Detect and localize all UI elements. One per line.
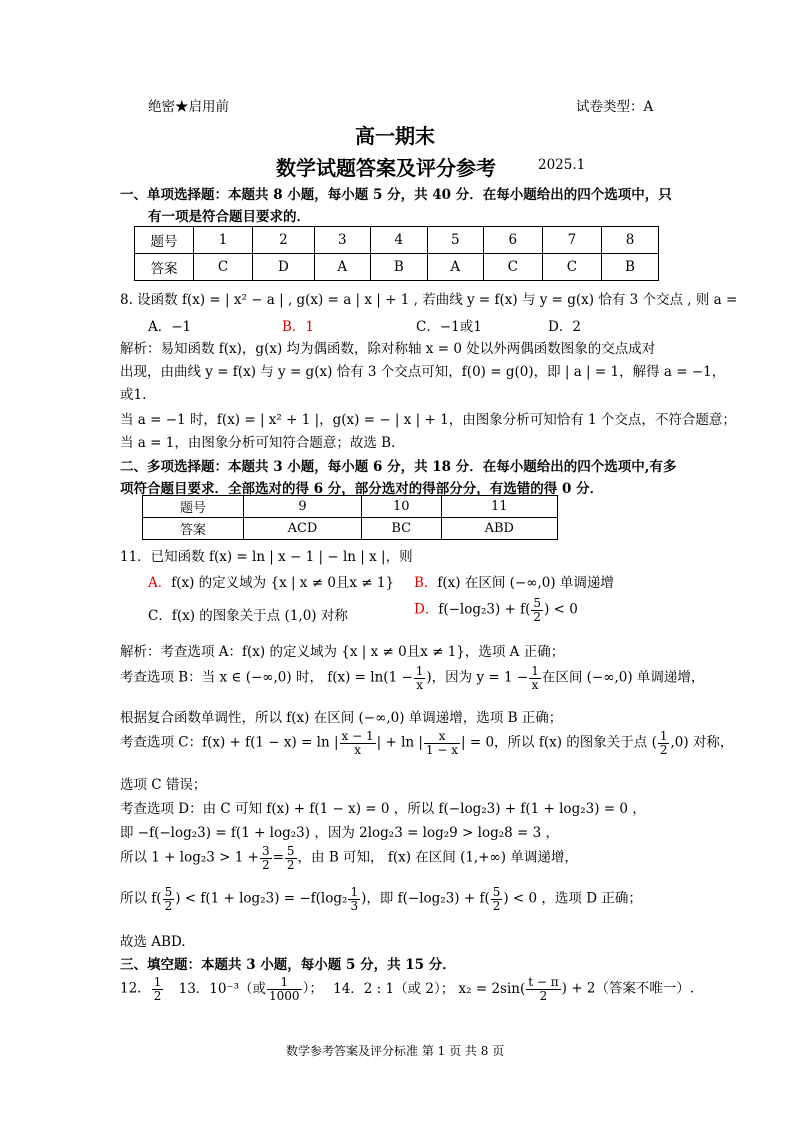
page-title: 高一期末	[355, 124, 435, 148]
table-cell: ABD	[441, 518, 557, 540]
q11-solution-b-line2: 根据复合函数单调性，所以 f(x) 在区间 (−∞,0) 单调递增，选项 B 正确；	[120, 710, 563, 726]
table-cell: 7	[542, 227, 601, 254]
table-cell: B	[370, 254, 427, 281]
table-cell: 10	[361, 496, 441, 518]
table-cell: 题号	[143, 496, 244, 518]
table-cell: C	[194, 254, 253, 281]
q11-option-c: C．f(x) 的图象关于点 (1,0) 对称	[148, 608, 348, 624]
paper-type-label: 试卷类型：A	[576, 99, 654, 115]
q8-option-a: A．−1	[148, 319, 192, 335]
q11-option-d	[414, 597, 578, 623]
fill-in-answers: 12． $\frac{1}{2}$ 13．10⁻³（或 $\frac{1}{1000}$ ）； 14．2 : 1（或 2）； x₂ = 2sin( $\frac{t - \pi}{2}$ ) + 2（答案不唯一）.	[120, 975, 695, 1003]
q8-solution-line1: 解析：易知函数 f(x)，g(x) 均为偶函数，除对称轴 x = 0 处以外两偶函数图象的交点成对	[120, 341, 656, 357]
fraction: $\frac{1}{2}$	[659, 729, 668, 757]
table-cell: 9	[244, 496, 362, 518]
exam-date: 2025.1	[538, 157, 586, 173]
table-cell: C	[542, 254, 601, 281]
q11-stem: 11．已知函数 f(x) = ln | x − 1 | − ln | x |，则	[120, 549, 413, 565]
table-cell: 答案	[143, 518, 244, 540]
q8-stem: 8. 设函数 f(x) = | x² − a | , g(x) = a | x | + 1 , 若曲线 y = f(x) 与 y = g(x) 恰有 3 个交点 , 则 a =	[120, 292, 738, 308]
table-row	[135, 227, 659, 254]
table-cell: B	[602, 254, 659, 281]
q11-option-b	[414, 571, 614, 591]
section1-heading-line1: 一、单项选择题：本题共 8 小题，每小题 5 分，共 40 分．在每小题给出的四个选项中，只	[120, 187, 672, 203]
fraction: $\frac{5}{2}$	[492, 885, 501, 913]
section1-heading-line2: 有一项是符合题目要求的．	[148, 209, 310, 225]
fraction: $\frac{x}{1 - x}$	[425, 729, 459, 757]
table-cell: 1	[194, 227, 253, 254]
section3-heading: 三、填空题：本题共 3 小题，每小题 5 分，共 15 分．	[120, 957, 456, 973]
fraction: $\frac{5}{2}$	[286, 844, 295, 872]
table-cell: BC	[361, 518, 441, 540]
fraction: $\frac{1}{1000}$	[269, 975, 300, 1003]
fraction: $\frac{3}{2}$	[261, 844, 270, 872]
q8-option-b: B．1	[282, 319, 315, 335]
section2-answer-table	[142, 495, 558, 540]
table-cell: D	[253, 254, 315, 281]
confidential-label: 绝密★启用前	[148, 99, 229, 115]
q8-option-d: D．2	[548, 319, 581, 335]
page-subtitle: 数学试题答案及评分参考	[276, 156, 496, 180]
section1-answer-table	[134, 226, 659, 281]
fraction: $\frac{t - \pi}{2}$	[528, 975, 559, 1003]
section2-heading-line2: 项符合题目要求．全部选对的得 6 分，部分选对的得部分分，有选错的得 0 分．	[120, 481, 604, 497]
q11-solution-d-line3: 所以 1 + log₂3 > 1 + $\frac{3}{2}$ = $\frac{5}{2}$ ，由 B 可知， f(x) 在区间 (1,+∞) 单调递增，	[120, 844, 578, 872]
q11-solution-b-line1: 考查选项 B：当 x ∈ (−∞,0) 时， f(x) = ln(1 − $\frac{1}{x}$ )，因为 y = 1 − $\frac{1}{x}$ 在区间 (−∞,0) 单调递增，	[120, 664, 705, 692]
fraction: $\frac{1}{x}$	[531, 664, 539, 692]
q11-solution-d-line2: 即 −f(−log₂3) = f(1 + log₂3) ，因为 2log₂3 = log₂9 > log₂8 = 3 ，	[120, 825, 560, 841]
table-cell: 2	[253, 227, 315, 254]
q8-solution-line3: 或1.	[120, 387, 147, 403]
q11-option-d-post: ) < 0	[544, 601, 578, 618]
q11-option-a	[148, 571, 394, 591]
q11-solution-d-line1: 考查选项 D：由 C 可知 f(x) + f(1 − x) = 0 ，所以 f(−log₂3) + f(1 + log₂3) = 0 ，	[120, 801, 646, 817]
q11-solution-c-line1: 考查选项 C：f(x) + f(1 − x) = ln | $\frac{x - 1}{x}$ | + ln | $\frac{x}{1 - x}$ | = 0，所以 f(x) 的图象关于点 ( $\frac{1}{2}$ ,0) 对称，	[120, 729, 734, 757]
table-cell: 5	[427, 227, 483, 254]
table-row	[135, 254, 659, 281]
table-cell: ACD	[244, 518, 362, 540]
table-cell: 11	[441, 496, 557, 518]
table-cell: 8	[602, 227, 659, 254]
table-row	[143, 496, 558, 518]
q8-option-c: C．−1或1	[416, 319, 482, 335]
q11-solution-c-line2: 选项 C 错误；	[120, 777, 207, 793]
q11-option-a-text: f(x) 的定义域为 {x | x ≠ 0且x ≠ 1}	[171, 575, 395, 591]
table-cell: 3	[314, 227, 370, 254]
fraction: $\frac{1}{x}$	[415, 664, 424, 692]
fraction: $\frac{5}{2}$	[164, 885, 173, 913]
q8-solution-line2: 出现，由曲线 y = f(x) 与 y = g(x) 恰有 3 个交点可知，f(0) = g(0)，即 | a | = 1，解得 a = −1，	[120, 364, 726, 380]
q11-option-b-label: B．	[414, 575, 438, 591]
fraction: $\frac{1}{2}$	[153, 975, 162, 1003]
q8-solution-line4: 当 a = −1 时，f(x) = | x² + 1 |，g(x) = − | x | + 1，由图象分析可知恰有 1 个交点，不符合题意；	[120, 412, 736, 428]
section2-heading-line1: 二、多项选择题：本题共 3 小题，每小题 6 分，共 18 分．在每小题给出的四个选项中,有多	[120, 459, 677, 475]
q11-solution-end: 故选 ABD.	[120, 934, 186, 950]
table-cell: C	[483, 254, 542, 281]
q11-option-a-label: A．	[148, 575, 172, 591]
fraction: $\frac{1}{3}$	[350, 885, 359, 913]
fraction: $\frac{5}{2}$	[533, 596, 542, 624]
q11-option-b-text: f(x) 在区间 (−∞,0) 单调递增	[437, 575, 614, 591]
table-cell: 6	[483, 227, 542, 254]
q11-solution-a: 解析：考查选项 A：f(x) 的定义域为 {x | x ≠ 0且x ≠ 1}，选项 A 正确；	[120, 644, 565, 660]
table-row	[143, 518, 558, 540]
q8-solution-line5: 当 a = 1，由图象分析可知符合题意；故选 B.	[120, 435, 396, 451]
q11-solution-d-line4: 所以 f( $\frac{5}{2}$ ) < f(1 + log₂3) = −f(log₂ $\frac{1}{3}$ )，即 f(−log₂3) + f( $\frac{5}{2}$ ) < 0 ，选项 D 正确；	[120, 885, 642, 913]
q11-option-d-pre: f(−log₂3) + f(	[438, 601, 531, 618]
table-cell: 题号	[135, 227, 194, 254]
table-cell: 答案	[135, 254, 194, 281]
fraction: $\frac{x - 1}{x}$	[341, 729, 374, 757]
q11-option-d-label: D．	[414, 601, 439, 618]
table-cell: A	[314, 254, 370, 281]
table-cell: 4	[370, 227, 427, 254]
table-cell: A	[427, 254, 483, 281]
page-footer: 数学参考答案及评分标准 第 1 页 共 8 页	[286, 1044, 505, 1058]
